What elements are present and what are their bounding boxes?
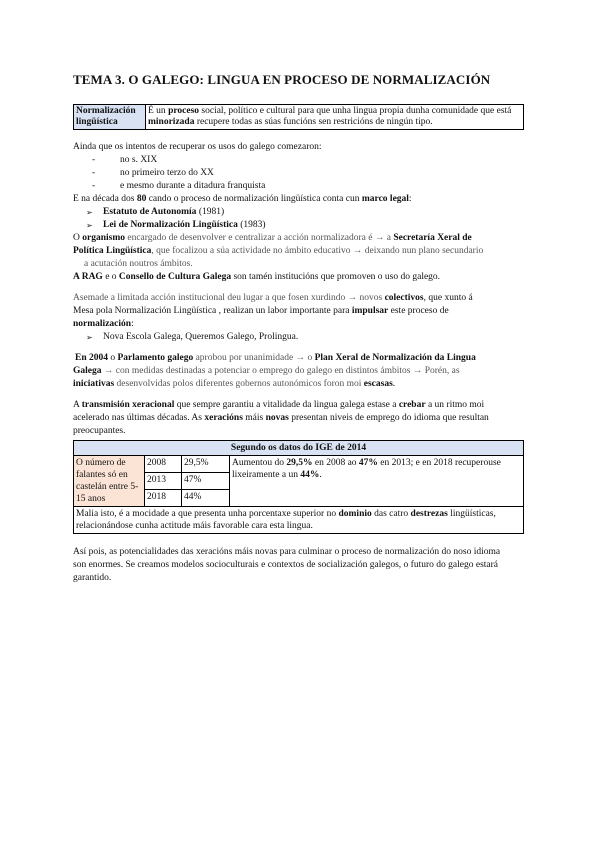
decade-text: E na década dos 80 cando o proceso de normalización lingüística conta cun marco legal: xyxy=(73,194,412,204)
transmission-text: acelerado nas últimas décadas. As xeracións máis novas presentan niveis de emprego do idioma que resultan xyxy=(73,413,489,423)
definition-table xyxy=(73,104,524,130)
ige-table-header: Segundo os datos do IGE de 2014 xyxy=(74,441,524,456)
arrow-bullet-icon: ➢ xyxy=(86,208,93,217)
ige-year-cell: 2018 xyxy=(145,490,182,507)
law-item: ➢ Lei de Normalización Lingüística (1983) xyxy=(86,220,266,230)
groups-item: ➢ Nova Escola Galega, Queremos Galego, Prolingua. xyxy=(86,332,299,342)
collectives-text: normalización: xyxy=(73,319,134,329)
intro-text: Ainda que os intentos de recuperar os usos do galego comezaron: xyxy=(73,142,322,152)
arrow-bullet-icon: ➢ xyxy=(86,221,93,230)
plan-text: En 2004 o Parlamento galego aprobou por unanimidade → o Plan Xeral de Normalización da Lingua xyxy=(75,353,476,363)
ige-year-cell: 2008 xyxy=(145,456,182,473)
law-item: ➢ Estatuto de Autonomía (1981) xyxy=(86,207,225,217)
plan-text: iniciativas desenvolvidas polos diferentes gobernos autonómicos foron moi escasas. xyxy=(73,379,396,389)
ige-table-footer: Malia isto, é a mocidade a que presenta unha porcentaxe superior no dominio das catro destrezas lingüísticas, relacionándose cunha actitude máis favorable cara esta lingua. xyxy=(74,507,524,534)
ige-data-table xyxy=(73,440,524,534)
transmission-text: A transmisión xeracional que sempre garantiu a vitalidade da lingua galega estase a crebar a un ritmo moi xyxy=(73,400,485,410)
conclusion-text: Así pois, as potencialidades das xeracións máis novas para culminar o proceso de normalización do noso idioma xyxy=(73,547,501,557)
page-title: TEMA 3. O GALEGO: LINGUA EN PROCESO DE NORMALIZACIÓN xyxy=(73,72,491,87)
definition-text: É un proceso social, político e cultural para que unha lingua propia dunha comunidade que está minorizada recupere todas as súas funcións sen restricións de ningún tipo. xyxy=(146,105,524,130)
conclusion-text: garantido. xyxy=(73,573,112,583)
rag-text: A RAG e o Consello de Cultura Galega son tamén institucións que promoven o uso do galego. xyxy=(73,272,441,282)
period-item: - no s. XIX xyxy=(92,155,158,165)
ige-comment-cell: Aumentou do 29,5% en 2008 ao 47% en 2013; e en 2018 recuperouse lixeiramente a un 44%. xyxy=(230,456,524,507)
arrow-bullet-icon: ➢ xyxy=(86,333,93,342)
plan-text: Galega → con medidas destinadas a potenciar o emprego do galego en distintos ámbitos → Porén, as xyxy=(73,366,460,376)
ige-percent-cell: 29,5% xyxy=(182,456,230,473)
period-item: - no primeiro terzo do XX xyxy=(92,168,214,178)
period-item: - e mesmo durante a ditadura franquista xyxy=(92,181,266,191)
ige-row-label: O número de falantes só en castelán entre 5-15 anos xyxy=(74,456,145,507)
conclusion-text: son enormes. Se creamos modelos socioculturais e contextos de socialización galegos, o futuro do galego estará xyxy=(73,560,498,570)
organism-text: Política Lingüística, que focalizou a súa actividade no ámbito educativo → deixando nun plano secundario xyxy=(73,246,484,256)
organism-text: O organismo encargado de desenvolver e centralizar a acción normalizadora é → a Secretaría Xeral de xyxy=(73,233,472,243)
organism-text: a acutación noutros ámbitos. xyxy=(84,259,193,269)
ige-year-cell: 2013 xyxy=(145,473,182,490)
transmission-text: preocupantes. xyxy=(73,426,126,436)
ige-percent-cell: 47% xyxy=(182,473,230,490)
collectives-text: Asemade a limitada acción institucional deu lugar a que fosen xurdindo → novos colectivos, que xunto á xyxy=(73,293,473,303)
collectives-text: Mesa pola Normalización Lingüística , realizan un labor importante para impulsar este proceso de xyxy=(73,306,449,316)
definition-term: Normalización lingüística xyxy=(74,105,146,130)
ige-percent-cell: 44% xyxy=(182,490,230,507)
